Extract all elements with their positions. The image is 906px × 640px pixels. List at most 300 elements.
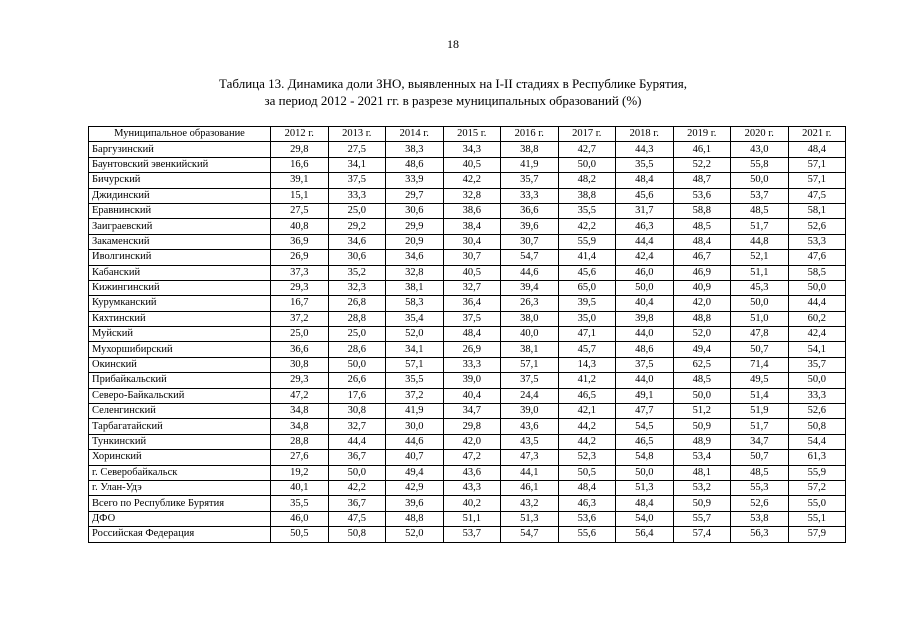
- table-cell: 44,0: [616, 373, 674, 388]
- table-cell: 43,6: [443, 465, 501, 480]
- table-row: [89, 265, 846, 280]
- table-cell: 46,0: [616, 265, 674, 280]
- table-cell: 43,2: [501, 496, 559, 511]
- table-cell: 50,5: [558, 465, 616, 480]
- table-cell: 34,7: [443, 404, 501, 419]
- table-cell: 34,6: [386, 250, 444, 265]
- table-cell: 56,3: [731, 527, 789, 542]
- table-cell: 46,5: [616, 434, 674, 449]
- table-cell: 40,4: [616, 296, 674, 311]
- row-label: Северо-Байкальский: [89, 388, 271, 403]
- table-row: [89, 511, 846, 526]
- row-label: Баргузинский: [89, 142, 271, 157]
- table-cell: 40,0: [501, 327, 559, 342]
- table-row: [89, 142, 846, 157]
- row-label: Закаменский: [89, 234, 271, 249]
- table-cell: 20,9: [386, 234, 444, 249]
- table-cell: 44,6: [501, 265, 559, 280]
- table-cell: 54,5: [616, 419, 674, 434]
- table-row: [89, 234, 846, 249]
- table-cell: 35,5: [558, 203, 616, 218]
- table-cell: 52,0: [386, 327, 444, 342]
- row-label: Селенгинский: [89, 404, 271, 419]
- table-cell: 46,7: [673, 250, 731, 265]
- table-cell: 33,3: [443, 357, 501, 372]
- table-cell: 52,6: [788, 219, 846, 234]
- caption-line-1: Таблица 13. Динамика доли ЗНО, выявленных на I-II стадиях в Республике Бурятия,: [219, 76, 687, 91]
- table-cell: 52,3: [558, 450, 616, 465]
- table-cell: 38,1: [386, 280, 444, 295]
- column-header-year: 2013 г.: [328, 127, 386, 142]
- table-cell: 47,6: [788, 250, 846, 265]
- table-row: [89, 496, 846, 511]
- table-cell: 32,7: [328, 419, 386, 434]
- table-cell: 29,2: [328, 219, 386, 234]
- table-cell: 50,8: [328, 527, 386, 542]
- table-cell: 50,8: [788, 419, 846, 434]
- row-label: Кяхтинский: [89, 311, 271, 326]
- zno-share-table: [88, 126, 846, 543]
- table-cell: 42,9: [386, 480, 444, 495]
- table-cell: 54,7: [501, 250, 559, 265]
- table-cell: 43,3: [443, 480, 501, 495]
- table-cell: 47,5: [788, 188, 846, 203]
- table-row: [89, 404, 846, 419]
- table-cell: 49,4: [673, 342, 731, 357]
- table-cell: 39,1: [271, 173, 329, 188]
- table-row: [89, 173, 846, 188]
- table-cell: 43,6: [501, 419, 559, 434]
- table-cell: 37,5: [616, 357, 674, 372]
- table-cell: 41,9: [386, 404, 444, 419]
- table-cell: 58,3: [386, 296, 444, 311]
- table-cell: 34,1: [328, 157, 386, 172]
- column-header-year: 2019 г.: [673, 127, 731, 142]
- table-cell: 30,8: [328, 404, 386, 419]
- table-cell: 50,7: [731, 450, 789, 465]
- table-cell: 54,4: [788, 434, 846, 449]
- table-cell: 65,0: [558, 280, 616, 295]
- column-header-year: 2021 г.: [788, 127, 846, 142]
- table-cell: 50,9: [673, 496, 731, 511]
- table-cell: 36,6: [271, 342, 329, 357]
- table-cell: 17,6: [328, 388, 386, 403]
- table-cell: 48,9: [673, 434, 731, 449]
- table-cell: 38,0: [501, 311, 559, 326]
- table-cell: 38,4: [443, 219, 501, 234]
- row-label: Баунтовский эвенкийский: [89, 157, 271, 172]
- column-header-year: 2014 г.: [386, 127, 444, 142]
- table-cell: 42,7: [558, 142, 616, 157]
- table-cell: 58,5: [788, 265, 846, 280]
- table-cell: 44,3: [616, 142, 674, 157]
- column-header-year: 2016 г.: [501, 127, 559, 142]
- table-cell: 37,5: [328, 173, 386, 188]
- table-row: [89, 327, 846, 342]
- table-cell: 44,0: [616, 327, 674, 342]
- table-cell: 52,1: [731, 250, 789, 265]
- table-cell: 30,7: [443, 250, 501, 265]
- table-cell: 56,4: [616, 527, 674, 542]
- table-cell: 38,8: [501, 142, 559, 157]
- table-cell: 35,5: [616, 157, 674, 172]
- table-cell: 40,5: [443, 265, 501, 280]
- table-cell: 40,1: [271, 480, 329, 495]
- table-cell: 42,4: [616, 250, 674, 265]
- table-cell: 57,4: [673, 527, 731, 542]
- table-cell: 44,4: [788, 296, 846, 311]
- table-cell: 47,3: [501, 450, 559, 465]
- table-cell: 61,3: [788, 450, 846, 465]
- table-cell: 50,0: [731, 296, 789, 311]
- table-cell: 26,6: [328, 373, 386, 388]
- table-cell: 51,0: [731, 311, 789, 326]
- table-cell: 28,8: [328, 311, 386, 326]
- table-cell: 42,0: [673, 296, 731, 311]
- table-cell: 39,0: [501, 404, 559, 419]
- column-header-year: 2017 г.: [558, 127, 616, 142]
- table-cell: 30,6: [328, 250, 386, 265]
- table-cell: 51,3: [616, 480, 674, 495]
- table-body: [89, 142, 846, 542]
- table-cell: 29,8: [271, 142, 329, 157]
- table-cell: 14,3: [558, 357, 616, 372]
- table-row: [89, 311, 846, 326]
- table-cell: 51,4: [731, 388, 789, 403]
- table-cell: 57,9: [788, 527, 846, 542]
- table-cell: 34,6: [328, 234, 386, 249]
- row-label: г. Улан-Удэ: [89, 480, 271, 495]
- table-cell: 48,4: [616, 173, 674, 188]
- row-label: Кижингинский: [89, 280, 271, 295]
- row-label: Заиграевский: [89, 219, 271, 234]
- row-label: Кабанский: [89, 265, 271, 280]
- table-cell: 53,2: [673, 480, 731, 495]
- row-label: Бичурский: [89, 173, 271, 188]
- column-header-year: 2015 г.: [443, 127, 501, 142]
- table-cell: 40,7: [386, 450, 444, 465]
- table-cell: 25,0: [271, 327, 329, 342]
- table-row: [89, 465, 846, 480]
- row-label: Еравнинский: [89, 203, 271, 218]
- table-cell: 39,4: [501, 280, 559, 295]
- table-cell: 26,3: [501, 296, 559, 311]
- table-cell: 46,3: [558, 496, 616, 511]
- table-cell: 48,4: [558, 480, 616, 495]
- table-cell: 35,0: [558, 311, 616, 326]
- table-cell: 30,7: [501, 234, 559, 249]
- table-cell: 55,6: [558, 527, 616, 542]
- table-cell: 51,1: [443, 511, 501, 526]
- table-cell: 29,8: [443, 419, 501, 434]
- table-cell: 48,2: [558, 173, 616, 188]
- table-cell: 42,2: [558, 219, 616, 234]
- table-cell: 48,5: [731, 203, 789, 218]
- table-cell: 47,1: [558, 327, 616, 342]
- table-cell: 37,5: [501, 373, 559, 388]
- table-cell: 51,1: [731, 265, 789, 280]
- table-cell: 33,3: [328, 188, 386, 203]
- table-row: [89, 357, 846, 372]
- table-cell: 57,1: [788, 157, 846, 172]
- table-cell: 15,1: [271, 188, 329, 203]
- table-cell: 32,8: [443, 188, 501, 203]
- row-label: Иволгинский: [89, 250, 271, 265]
- table-row: [89, 434, 846, 449]
- table-cell: 47,2: [443, 450, 501, 465]
- table-cell: 53,6: [558, 511, 616, 526]
- table-cell: 36,7: [328, 496, 386, 511]
- table-cell: 57,1: [501, 357, 559, 372]
- table-cell: 34,1: [386, 342, 444, 357]
- table-cell: 42,2: [443, 173, 501, 188]
- table-row: [89, 419, 846, 434]
- table-cell: 40,4: [443, 388, 501, 403]
- table-cell: 48,6: [386, 157, 444, 172]
- table-cell: 35,2: [328, 265, 386, 280]
- table-cell: 54,7: [501, 527, 559, 542]
- row-label: Хоринский: [89, 450, 271, 465]
- table-cell: 45,7: [558, 342, 616, 357]
- table-cell: 39,8: [616, 311, 674, 326]
- table-cell: 55,9: [788, 465, 846, 480]
- table-cell: 48,4: [788, 142, 846, 157]
- table-cell: 48,5: [673, 373, 731, 388]
- table-cell: 41,9: [501, 157, 559, 172]
- table-row: [89, 373, 846, 388]
- table-cell: 52,6: [788, 404, 846, 419]
- table-cell: 50,0: [788, 280, 846, 295]
- header-row: [89, 127, 846, 142]
- table-cell: 47,7: [616, 404, 674, 419]
- table-cell: 28,6: [328, 342, 386, 357]
- table-cell: 48,8: [386, 511, 444, 526]
- table-cell: 46,9: [673, 265, 731, 280]
- table-cell: 48,4: [673, 234, 731, 249]
- table-cell: 62,5: [673, 357, 731, 372]
- row-label: Тункинский: [89, 434, 271, 449]
- row-label: Курумканский: [89, 296, 271, 311]
- column-header-municipality: Муниципальное образование: [89, 127, 271, 142]
- table-cell: 47,8: [731, 327, 789, 342]
- table-row: [89, 280, 846, 295]
- table-cell: 48,8: [673, 311, 731, 326]
- table-cell: 45,6: [558, 265, 616, 280]
- table-cell: 48,5: [731, 465, 789, 480]
- table-cell: 42,2: [328, 480, 386, 495]
- table-cell: 50,0: [731, 173, 789, 188]
- table-cell: 50,0: [673, 388, 731, 403]
- table-header: [89, 127, 846, 142]
- table-cell: 47,5: [328, 511, 386, 526]
- table-cell: 52,0: [673, 327, 731, 342]
- table-cell: 53,8: [731, 511, 789, 526]
- table-cell: 42,4: [788, 327, 846, 342]
- table-cell: 53,4: [673, 450, 731, 465]
- table-cell: 54,8: [616, 450, 674, 465]
- table-cell: 33,9: [386, 173, 444, 188]
- table-cell: 49,1: [616, 388, 674, 403]
- table-cell: 55,3: [731, 480, 789, 495]
- table-cell: 48,7: [673, 173, 731, 188]
- table-cell: 46,1: [501, 480, 559, 495]
- table-cell: 27,5: [271, 203, 329, 218]
- table-cell: 28,8: [271, 434, 329, 449]
- table-cell: 42,0: [443, 434, 501, 449]
- table-cell: 39,5: [558, 296, 616, 311]
- table-cell: 31,7: [616, 203, 674, 218]
- table-cell: 35,4: [386, 311, 444, 326]
- table-row: [89, 296, 846, 311]
- table-cell: 53,7: [731, 188, 789, 203]
- row-label: Мухоршибирский: [89, 342, 271, 357]
- table-cell: 54,1: [788, 342, 846, 357]
- table-cell: 49,5: [731, 373, 789, 388]
- table-cell: 48,4: [443, 327, 501, 342]
- table-cell: 51,3: [501, 511, 559, 526]
- table-cell: 51,7: [731, 219, 789, 234]
- column-header-year: 2020 г.: [731, 127, 789, 142]
- table-cell: 38,8: [558, 188, 616, 203]
- table-cell: 30,6: [386, 203, 444, 218]
- row-label: Окинский: [89, 357, 271, 372]
- table-cell: 55,7: [673, 511, 731, 526]
- table-cell: 27,6: [271, 450, 329, 465]
- table-caption: [0, 75, 906, 109]
- table-cell: 44,2: [558, 419, 616, 434]
- table-row: [89, 388, 846, 403]
- table-row: [89, 342, 846, 357]
- table-row: [89, 450, 846, 465]
- table-cell: 50,5: [271, 527, 329, 542]
- table-cell: 41,4: [558, 250, 616, 265]
- table-cell: 41,2: [558, 373, 616, 388]
- table-cell: 53,7: [443, 527, 501, 542]
- table-cell: 24,4: [501, 388, 559, 403]
- column-header-year: 2018 г.: [616, 127, 674, 142]
- table-cell: 37,2: [271, 311, 329, 326]
- table-cell: 44,8: [731, 234, 789, 249]
- table-cell: 33,3: [788, 388, 846, 403]
- table-cell: 49,4: [386, 465, 444, 480]
- table-cell: 55,9: [558, 234, 616, 249]
- table-cell: 48,4: [616, 496, 674, 511]
- table-cell: 27,5: [328, 142, 386, 157]
- table-cell: 55,1: [788, 511, 846, 526]
- table-cell: 25,0: [328, 203, 386, 218]
- table-cell: 35,7: [501, 173, 559, 188]
- table-cell: 58,1: [788, 203, 846, 218]
- table-cell: 30,8: [271, 357, 329, 372]
- table-cell: 57,2: [788, 480, 846, 495]
- table-cell: 34,7: [731, 434, 789, 449]
- row-label: Всего по Республике Бурятия: [89, 496, 271, 511]
- table-cell: 16,6: [271, 157, 329, 172]
- table-cell: 50,0: [616, 280, 674, 295]
- table-row: [89, 157, 846, 172]
- table-cell: 47,2: [271, 388, 329, 403]
- table-cell: 25,0: [328, 327, 386, 342]
- table-cell: 52,6: [731, 496, 789, 511]
- table-cell: 29,7: [386, 188, 444, 203]
- table-cell: 39,6: [386, 496, 444, 511]
- column-header-year: 2012 г.: [271, 127, 329, 142]
- table-cell: 55,0: [788, 496, 846, 511]
- table-cell: 36,9: [271, 234, 329, 249]
- table-row: [89, 188, 846, 203]
- table-cell: 50,0: [328, 357, 386, 372]
- table-cell: 50,9: [673, 419, 731, 434]
- table-row: [89, 219, 846, 234]
- table-cell: 55,8: [731, 157, 789, 172]
- table-cell: 34,8: [271, 419, 329, 434]
- table-cell: 44,1: [501, 465, 559, 480]
- table-cell: 16,7: [271, 296, 329, 311]
- table-cell: 29,3: [271, 280, 329, 295]
- table-cell: 37,5: [443, 311, 501, 326]
- table-cell: 26,8: [328, 296, 386, 311]
- row-label: Российская Федерация: [89, 527, 271, 542]
- table-cell: 45,6: [616, 188, 674, 203]
- table-cell: 35,5: [271, 496, 329, 511]
- row-label: Прибайкальский: [89, 373, 271, 388]
- table-cell: 48,6: [616, 342, 674, 357]
- table-cell: 40,5: [443, 157, 501, 172]
- table-cell: 39,6: [501, 219, 559, 234]
- table-cell: 35,7: [788, 357, 846, 372]
- table-cell: 46,1: [673, 142, 731, 157]
- table-cell: 48,5: [673, 219, 731, 234]
- table-cell: 52,0: [386, 527, 444, 542]
- row-label: ДФО: [89, 511, 271, 526]
- table-cell: 32,7: [443, 280, 501, 295]
- table-cell: 37,2: [386, 388, 444, 403]
- table-cell: 71,4: [731, 357, 789, 372]
- row-label: Муйский: [89, 327, 271, 342]
- table-cell: 51,2: [673, 404, 731, 419]
- table-cell: 19,2: [271, 465, 329, 480]
- table-cell: 58,8: [673, 203, 731, 218]
- table-row: [89, 480, 846, 495]
- table-cell: 35,5: [386, 373, 444, 388]
- table-cell: 50,0: [328, 465, 386, 480]
- table-cell: 46,0: [271, 511, 329, 526]
- table-cell: 40,8: [271, 219, 329, 234]
- table-cell: 54,0: [616, 511, 674, 526]
- table-cell: 30,4: [443, 234, 501, 249]
- table-cell: 50,7: [731, 342, 789, 357]
- table-cell: 36,4: [443, 296, 501, 311]
- table-cell: 53,6: [673, 188, 731, 203]
- table-row: [89, 527, 846, 542]
- table-cell: 52,2: [673, 157, 731, 172]
- table-cell: 39,0: [443, 373, 501, 388]
- table-cell: 29,3: [271, 373, 329, 388]
- table-cell: 34,3: [443, 142, 501, 157]
- table-cell: 45,3: [731, 280, 789, 295]
- table-cell: 32,3: [328, 280, 386, 295]
- table-cell: 57,1: [788, 173, 846, 188]
- table-cell: 50,0: [616, 465, 674, 480]
- table-cell: 30,0: [386, 419, 444, 434]
- table-cell: 38,3: [386, 142, 444, 157]
- table-cell: 33,3: [501, 188, 559, 203]
- table-cell: 36,7: [328, 450, 386, 465]
- table-cell: 46,3: [616, 219, 674, 234]
- table-cell: 51,7: [731, 419, 789, 434]
- row-label: г. Северобайкальск: [89, 465, 271, 480]
- table-cell: 44,2: [558, 434, 616, 449]
